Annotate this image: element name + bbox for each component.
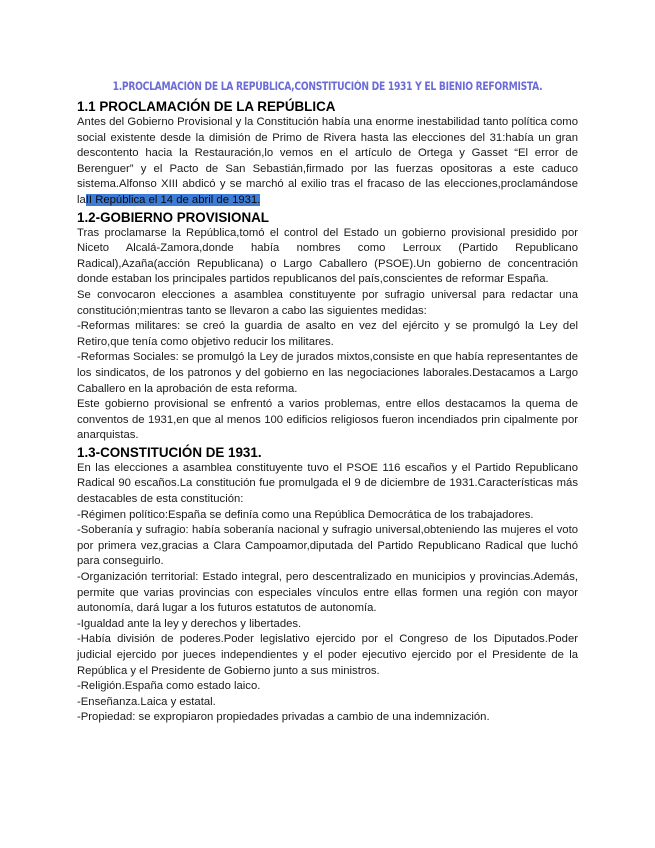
list-item: -Soberanía y sufragio: había soberanía nacional y sufragio universal,obteniendo las mujeres el voto por primera vez,gracias a Clara Campoamor,diputada del Partido Republicano Radical que luchó para conseguirlo. <box>77 524 578 568</box>
list-item: -Religión.España como estado laico. <box>77 680 261 693</box>
paragraph: -Reformas militares: se creó la guardia de asalto en vez del ejército y se promulgó la Ley del Retiro,que tenía como objetivo reducir los militares. <box>77 320 578 348</box>
list-item: -Propiedad: se expropiaron propiedades privadas a cambio de una indemnización. <box>77 711 490 724</box>
list-item: -Igualdad ante la ley y derechos y libertades. <box>77 617 302 630</box>
paragraph <box>77 115 578 209</box>
section-heading-gobierno-provisional: 1.2-GOBIERNO PROVISIONAL <box>77 209 269 225</box>
paragraph: En las elecciones a asamblea constituyente tuvo el PSOE 116 escaños y el Partido Republicano Radical 90 escaños.La constitución fue promulgada el 9 de diciembre de 1931.Características más destacables de esta constitución: <box>77 461 578 506</box>
highlighted-text: II República el 14 de abril de 1931. <box>85 193 261 206</box>
document-title: 1.PROCLAMACIÓN DE LA REPÚBLICA,CONSTITUCIÓN DE 1931 Y EL BIENIO REFORMISTA. <box>112 80 543 93</box>
paragraph: Se convocaron elecciones a asamblea constituyente por sufragio universal para redactar una constitución;mientras tanto se llevaron a cabo las siguientes medidas: <box>77 288 578 317</box>
list-item: -Organización territorial: Estado integral, pero descentralizado en municipios y provincias.Además, permite que varias provincias con especiales vínculos entre ellas formen una región con mayor autonomía, dará lugar a los futuros estatutos de autonomía. <box>77 571 578 615</box>
document-body <box>77 98 578 726</box>
list-item: -Enseñanza.Laica y estatal. <box>77 695 216 708</box>
paragraph: Tras proclamarse la República,tomó el control del Estado un gobierno provisional presidido por Niceto Alcalá-Zamora,donde había nombres como Lerroux (Partido Republicano Radical),Azaña(acción Republicana) o Largo Caballero (PSOE).Un gobierno de concentración donde estaban los principales partidos republicanos del país,conscientes de reformar España. <box>77 226 578 286</box>
list-item: -Había división de poderes.Poder legislativo ejercido por el Congreso de los Diputados.Poder judicial ejercido por jueces independientes y el poder ejecutivo ejercido por el Presidente de la República y el Presidente de Gobierno junto a sus ministros. <box>77 633 578 677</box>
section-heading-constitucion: 1.3-CONSTITUCIÓN DE 1931. <box>77 444 262 460</box>
paragraph: Este gobierno provisional se enfrentó a varios problemas, entre ellos destacamos la quema de conventos de 1931,en que al menos 100 edificios religiosos fueron incendiados prin cipalmente por anarquistas. <box>77 398 578 442</box>
section-heading-proclamacion: 1.1 PROCLAMACIÓN DE LA REPÚBLICA <box>77 99 336 114</box>
paragraph: -Reformas Sociales: se promulgó la Ley de jurados mixtos,consiste en que había representantes de los sindicatos, de los patronos y del gobierno en las negociaciones laborales.Destacamos a Largo Caballero en la aprobación de esta reforma. <box>77 351 578 395</box>
list-item: -Régimen político:España se definía como una República Democrática de los trabajadores. <box>77 508 534 521</box>
paragraph-text: Antes del Gobierno Provisional y la Constitución había una enorme inestabilidad tanto política como social existente desde la dimisión de Primo de Rivera hasta las elecciones del 31:había un gran descontento hacia la Restauración,lo vemos en el artículo de Ortega y Gasset “El error de Berenguer” y el Pacto de San Sebastián,firmado por las fuerzas opositoras a este caduco sistema.Alfonso XIII abdicó y se marchó al exilio tras el fracaso de las elecciones,proclamándose la <box>77 116 578 206</box>
